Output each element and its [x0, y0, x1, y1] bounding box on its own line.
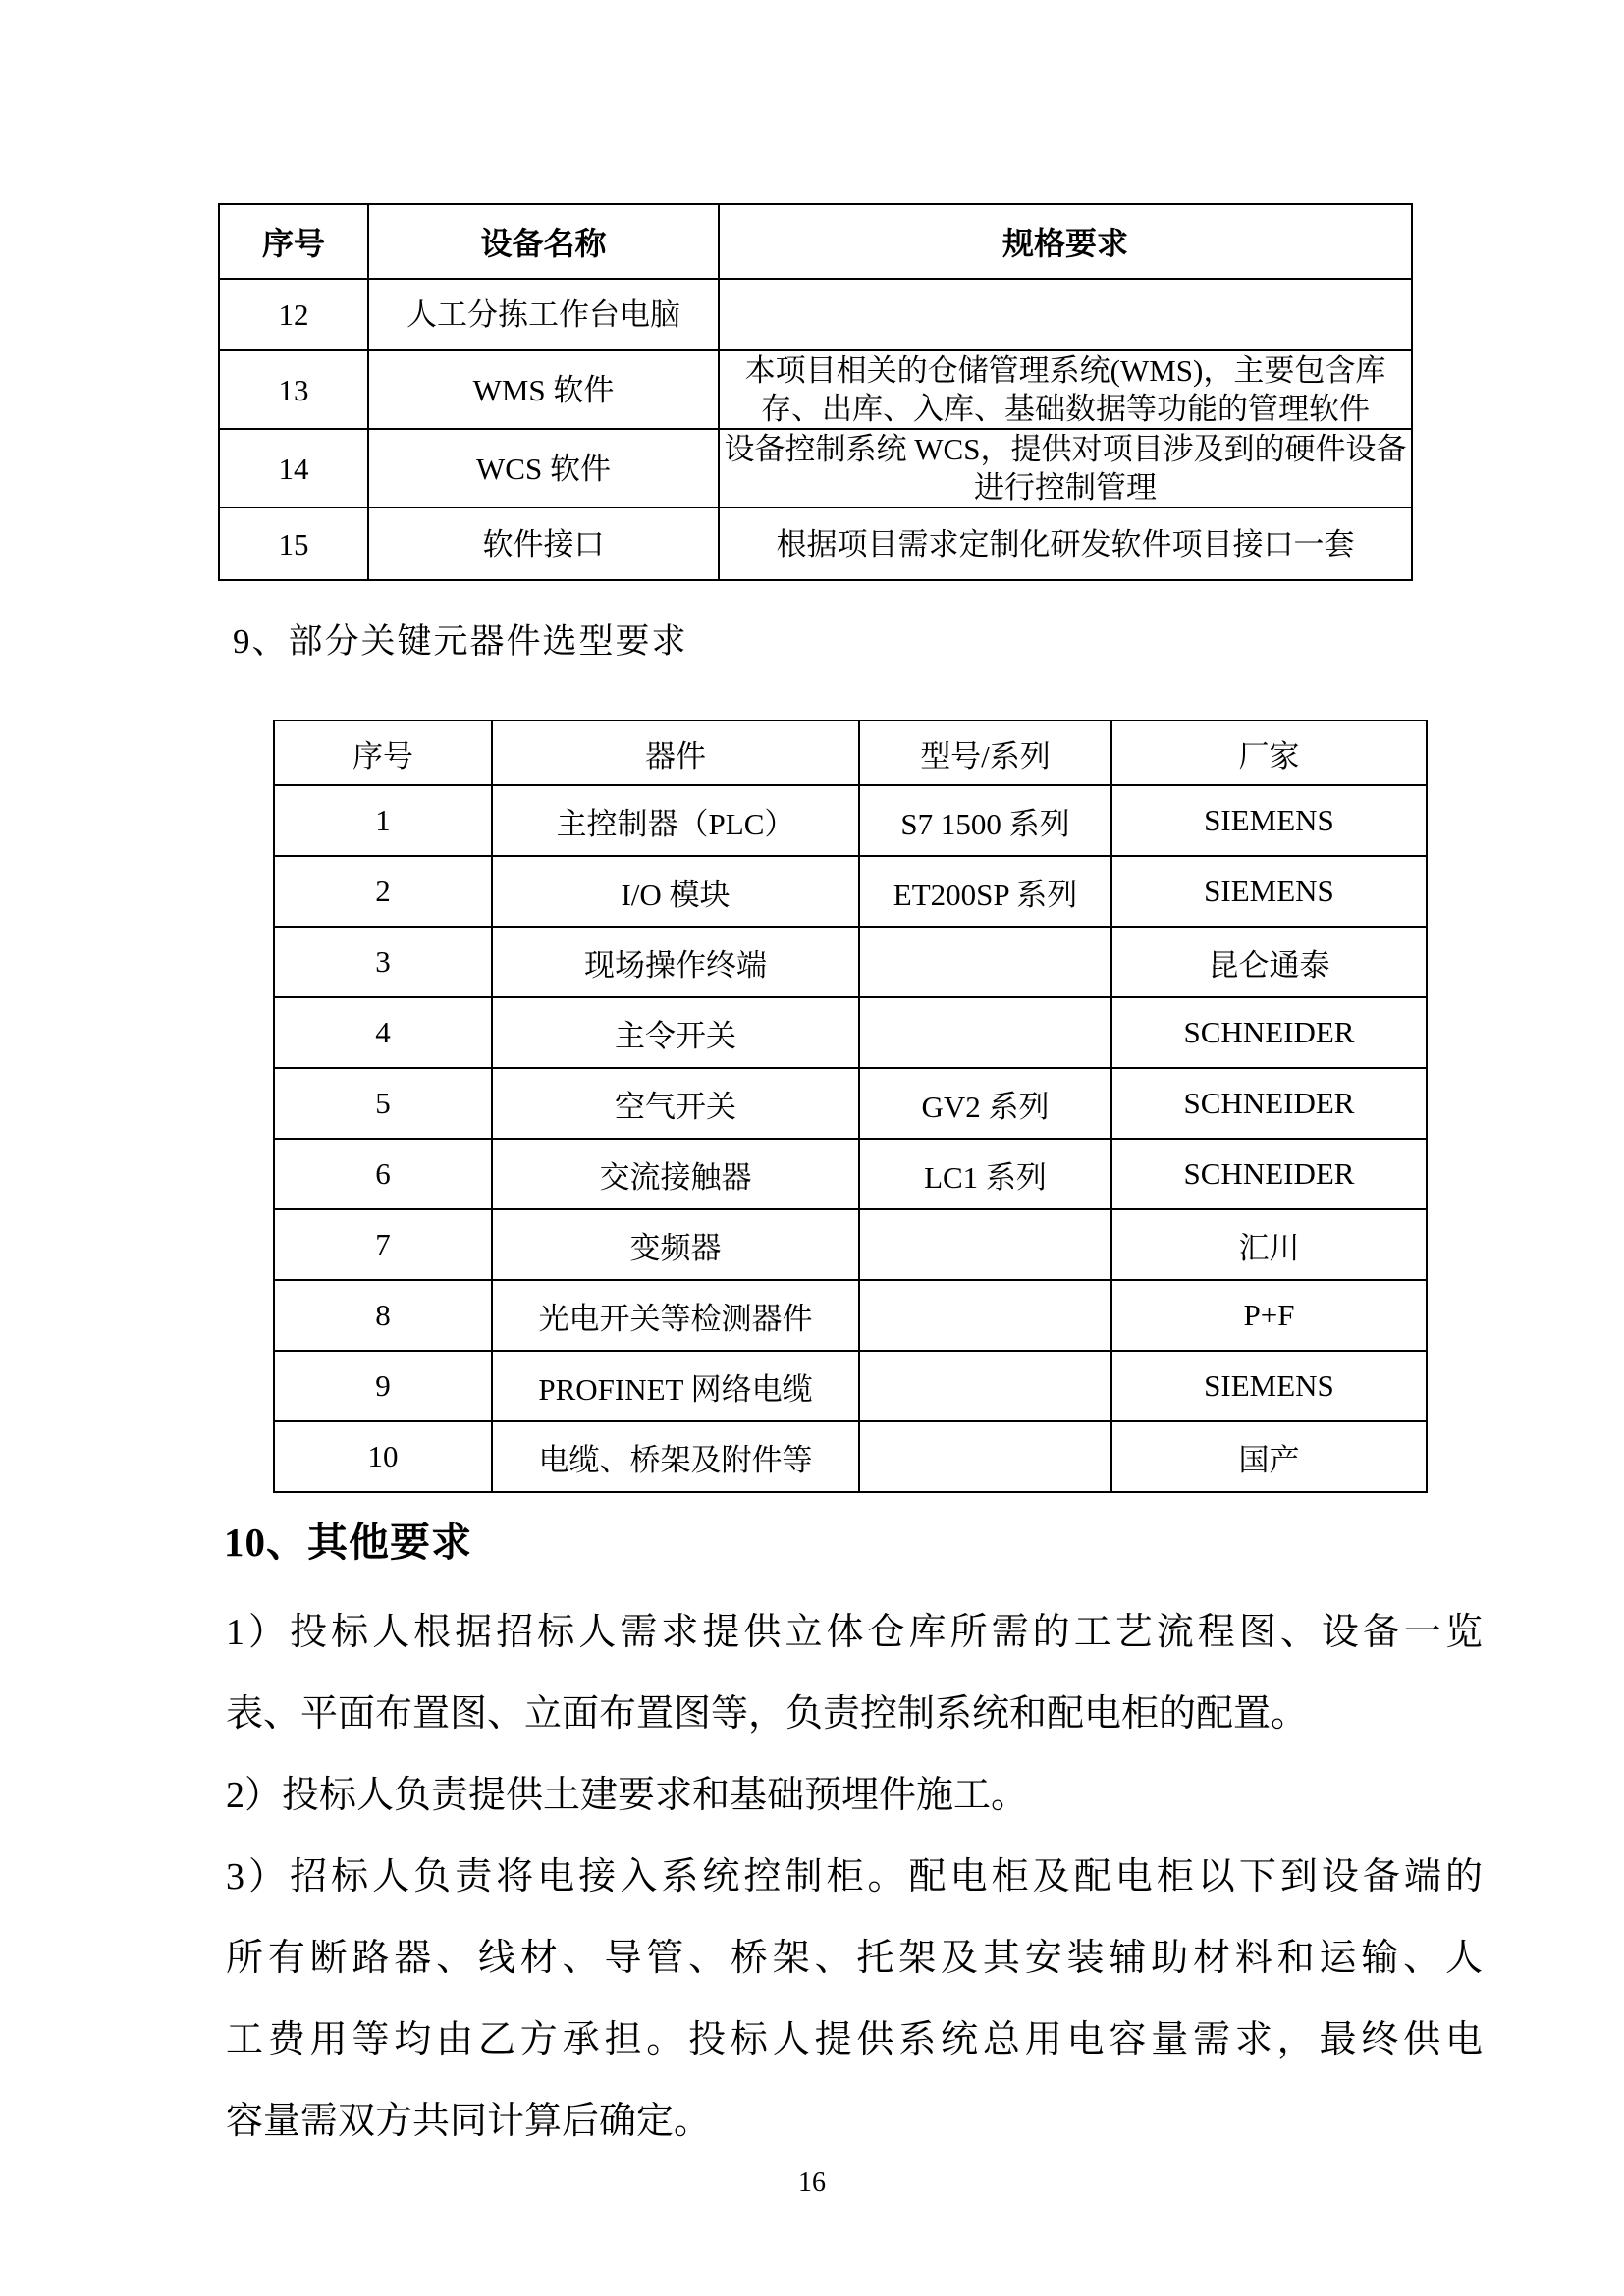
column-header-spec: 规格要求: [719, 204, 1412, 279]
vendor-cell: SIEMENS: [1111, 1351, 1427, 1421]
serial-cell: 14: [219, 429, 368, 507]
table-row: [274, 1139, 1427, 1209]
model-cell: [859, 927, 1111, 997]
section-10-body: [226, 1592, 1483, 2163]
table-row: [274, 785, 1427, 856]
spec-cell: 设备控制系统 WCS，提供对项目涉及到的硬件设备进行控制管理: [719, 429, 1412, 507]
model-cell: [859, 1280, 1111, 1351]
serial-cell: 3: [274, 927, 492, 997]
table-header-row: [219, 204, 1412, 279]
table-row: [274, 927, 1427, 997]
page-number: 16: [798, 2167, 826, 2198]
device-name-cell: WCS 软件: [368, 429, 719, 507]
vendor-cell: SIEMENS: [1111, 785, 1427, 856]
column-header-model: 型号/系列: [859, 721, 1111, 785]
vendor-cell: 国产: [1111, 1421, 1427, 1492]
column-header-component: 器件: [492, 721, 859, 785]
vendor-cell: 昆仑通泰: [1111, 927, 1427, 997]
serial-cell: 15: [219, 507, 368, 580]
serial-cell: 5: [274, 1068, 492, 1139]
component-cell: 交流接触器: [492, 1139, 859, 1209]
table-row: [274, 1068, 1427, 1139]
component-cell: 主令开关: [492, 997, 859, 1068]
body-line: 所有断路器、线材、导管、桥架、托架及其安装辅助材料和运输、人: [226, 1938, 1483, 1979]
column-header-serial: 序号: [219, 204, 368, 279]
device-name-cell: 人工分拣工作台电脑: [368, 279, 719, 350]
table-row: [274, 1280, 1427, 1351]
vendor-cell: 汇川: [1111, 1209, 1427, 1280]
spec-cell: 根据项目需求定制化研发软件项目接口一套: [719, 507, 1412, 580]
component-cell: 主控制器（PLC）: [492, 785, 859, 856]
table-header-row: [274, 721, 1427, 785]
model-cell: ET200SP 系列: [859, 856, 1111, 927]
equipment-spec-table: [218, 203, 1413, 581]
vendor-cell: P+F: [1111, 1280, 1427, 1351]
model-cell: [859, 1209, 1111, 1280]
model-cell: [859, 997, 1111, 1068]
component-cell: PROFINET 网络电缆: [492, 1351, 859, 1421]
model-cell: S7 1500 系列: [859, 785, 1111, 856]
serial-cell: 1: [274, 785, 492, 856]
device-name-cell: 软件接口: [368, 507, 719, 580]
table-row: [274, 856, 1427, 927]
component-cell: I/O 模块: [492, 856, 859, 927]
body-line: 2）投标人负责提供土建要求和基础预埋件施工。: [226, 1775, 1029, 1816]
device-name-cell: WMS 软件: [368, 350, 719, 429]
table-row: [219, 507, 1412, 580]
body-line: 表、平面布置图、立面布置图等，负责控制系统和配电柜的配置。: [226, 1693, 1309, 1735]
body-line: 3）招标人负责将电接入系统控制柜。配电柜及配电柜以下到设备端的: [226, 1856, 1483, 1897]
serial-cell: 7: [274, 1209, 492, 1280]
spec-cell: 本项目相关的仓储管理系统(WMS)，主要包含库存、出库、入库、基础数据等功能的管理软件: [719, 350, 1412, 429]
table-row: [274, 1351, 1427, 1421]
vendor-cell: SCHNEIDER: [1111, 1139, 1427, 1209]
component-cell: 电缆、桥架及附件等: [492, 1421, 859, 1492]
column-header-device-name: 设备名称: [368, 204, 719, 279]
model-cell: GV2 系列: [859, 1068, 1111, 1139]
table-row: [219, 279, 1412, 350]
vendor-cell: SCHNEIDER: [1111, 997, 1427, 1068]
serial-cell: 12: [219, 279, 368, 350]
section-10-heading: 10、其他要求: [224, 1520, 472, 1565]
model-cell: LC1 系列: [859, 1139, 1111, 1209]
spec-cell: [719, 279, 1412, 350]
body-line: 容量需双方共同计算后确定。: [226, 2101, 712, 2142]
body-line: 工费用等均由乙方承担。投标人提供系统总用电容量需求，最终供电: [226, 2019, 1483, 2060]
vendor-cell: SCHNEIDER: [1111, 1068, 1427, 1139]
serial-cell: 4: [274, 997, 492, 1068]
table-row: [274, 997, 1427, 1068]
serial-cell: 13: [219, 350, 368, 429]
vendor-cell: SIEMENS: [1111, 856, 1427, 927]
component-cell: 变频器: [492, 1209, 859, 1280]
model-cell: [859, 1351, 1111, 1421]
component-cell: 光电开关等检测器件: [492, 1280, 859, 1351]
table-row: [219, 429, 1412, 507]
serial-cell: 10: [274, 1421, 492, 1492]
component-cell: 现场操作终端: [492, 927, 859, 997]
model-cell: [859, 1421, 1111, 1492]
table-row: [274, 1421, 1427, 1492]
column-header-serial: 序号: [274, 721, 492, 785]
component-cell: 空气开关: [492, 1068, 859, 1139]
table-row: [274, 1209, 1427, 1280]
key-components-table: [273, 720, 1428, 1493]
column-header-vendor: 厂家: [1111, 721, 1427, 785]
body-line: 1）投标人根据招标人需求提供立体仓库所需的工艺流程图、设备一览: [226, 1612, 1483, 1653]
serial-cell: 2: [274, 856, 492, 927]
serial-cell: 6: [274, 1139, 492, 1209]
section-9-heading: 9、部分关键元器件选型要求: [233, 622, 688, 661]
serial-cell: 9: [274, 1351, 492, 1421]
serial-cell: 8: [274, 1280, 492, 1351]
table-row: [219, 350, 1412, 429]
